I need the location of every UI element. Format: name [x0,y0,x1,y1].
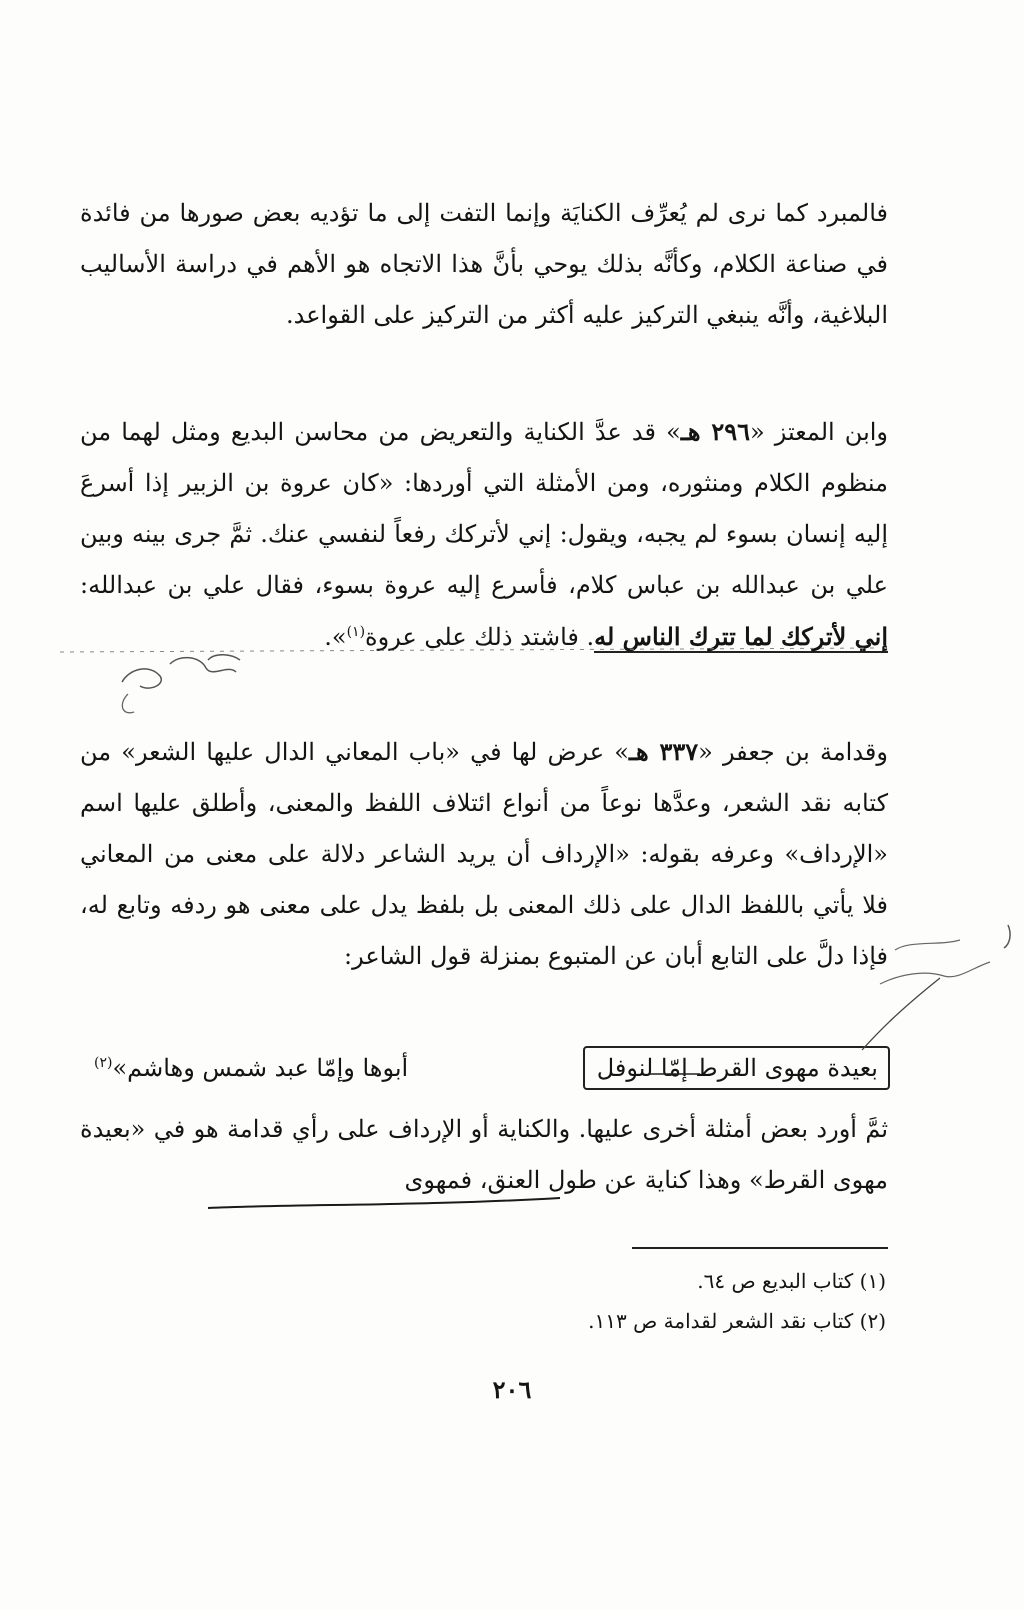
p3-text-a: وقدامة بن جعفر « [698,738,888,766]
p2-quote: إني لأتركك لما تترك الناس له [594,622,888,651]
p2-text-a: وابن المعتز « [749,418,889,446]
p2-text-c: . فاشتد ذلك على عروة [365,623,595,651]
p2-text-b: » قد عدَّ الكناية والتعريض من محاسن البديع ومثل لهما من منظوم الكلام ومنثوره، ومن الأمثلة التي أوردها: «كان عروة بن الزبير إذا أسرعَ إليه إنسان بسوء لم يجبه، ويقول: إني لأتركك رفعاً لنفسي عنك. ثمَّ جرى بينه وبين علي بن عبدالله بن عباس كلام، فأسرع إليه عروة بسوء، فقال علي بن عبدالله: [80,418,888,599]
page-number: ٢٠٦ [492,1375,532,1404]
p3-death-year: ٣٣٧ هـ [628,737,699,766]
footnote-ref-2: (٢) [94,1055,113,1071]
verse-first-hemistich: بعيدة مهوى القرط إمّا لنوفل [583,1046,890,1090]
ink-underline-stroke [208,1198,560,1208]
pencil-curl-mark [122,694,134,713]
p2-text-d: ». [324,623,347,651]
p2-death-year: ٢٩٦ هـ [680,417,750,446]
margin-note-stroke [880,940,990,984]
p3-text-b: » عرض لها في «باب المعاني الدال عليها الشعر» من كتابه نقد الشعر، وعدَّها نوعاً من أنواع ائتلاف اللفظ والمعنى، وأطلق عليها اسم «الإرداف» وعرفه بقوله: «الإرداف أن يريد الشاعر دلالة على معنى من المعاني فلا يأتي باللفظ الدال على ذلك المعنى بل بلفظ يدل على معنى هو ردفه وتابع له، فإذا دلَّ على التابع أبان عن المتبوع بمنزلة قول الشاعر: [80,738,888,970]
pencil-scribble-mark [122,655,240,688]
footnote-1: (١) كتاب البديع ص ٦٤. [697,1269,886,1293]
verse-second-text: أبوها وإمّا عبد شمس وهاشم» [112,1054,409,1082]
paragraph-mubarrad: فالمبرد كما نرى لم يُعرِّف الكنايَة وإنما التفت إلى ما تؤديه بعض صورها من فائدة في صناعة الكلام، وكأنَّه بذلك يوحي بأنَّ هذا الاتجاه هو الأهم في دراسة الأساليب البلاغية، وأنَّه ينبغي التركيز عليه أكثر من التركيز على القواعد. [80,199,888,329]
margin-hook-mark [1004,925,1010,948]
footnote-2: (٢) كتاب نقد الشعر لقدامة ص ١١٣. [588,1309,886,1333]
footnote-ref-1: (١) [346,624,366,640]
annotation-pointer-line [862,978,940,1050]
dashed-guide-line [60,648,880,652]
paragraph-conclusion: ثمَّ أورد بعض أمثلة أخرى عليها. والكناية أو الإرداف على رأي قدامة هو في «بعيدة مهوى القرط» وهذا كناية عن طول العنق، فمهوى [80,1115,889,1194]
